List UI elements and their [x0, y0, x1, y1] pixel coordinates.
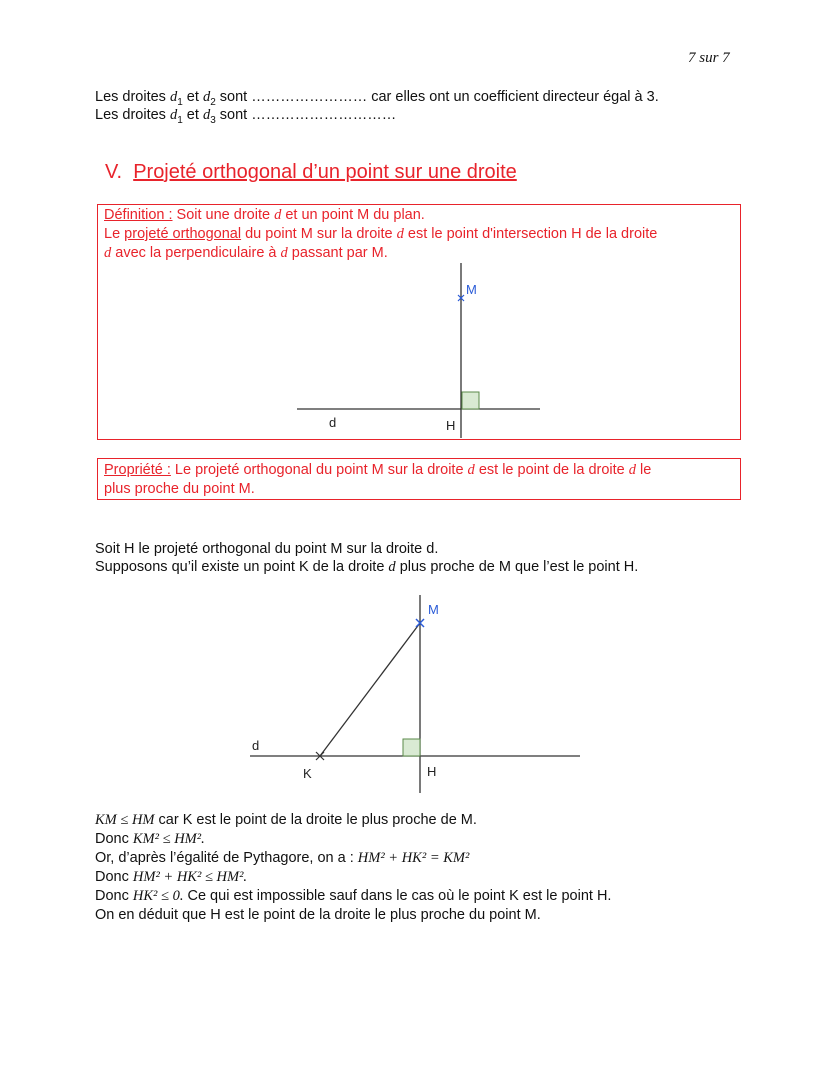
label-M: M: [428, 602, 439, 617]
definition-line-1: Définition : Soit une droite d et un point M du plan.: [104, 207, 425, 223]
proof-step-5: Donc HK² ≤ 0. Ce qui est impossible sauf dans le cas où le point K est le point H.: [95, 888, 612, 904]
label-K: K: [303, 766, 312, 781]
definition-line-2: Le projeté orthogonal du point M sur la droite d est le point d'intersection H de la droite: [104, 226, 658, 242]
property-line-1: Propriété : Le projeté orthogonal du point M sur la droite d est le point de la droite d le: [104, 462, 652, 478]
proof-step-4: Donc HM² + HK² ≤ HM².: [95, 869, 248, 885]
proof-line-2: Supposons qu’il existe un point K de la droite d plus proche de M que l’est le point H.: [95, 559, 639, 575]
label-H: H: [446, 418, 456, 433]
label-H: H: [427, 764, 437, 779]
right-angle-marker: [403, 739, 420, 756]
intro-line-1: Les droites $d_1$ et $d_2$ sont …………………… car elles ont un coefficient directeur égal à 3.: [95, 89, 659, 108]
proof-figure: [240, 590, 590, 795]
label-d: d: [252, 738, 260, 753]
section-title: [105, 161, 517, 184]
definition-figure: [98, 205, 740, 439]
proof-step-6: On en déduit que H est le point de la droite le plus proche du point M.: [95, 907, 541, 923]
definition-label: Définition :: [104, 207, 173, 223]
definition-term: projeté orthogonal: [124, 226, 242, 242]
segment-KM: [320, 623, 420, 756]
property-line-2: plus proche du point M.: [104, 481, 255, 497]
section-title-text: Projeté orthogonal d’un point sur une droite: [133, 161, 517, 183]
proof-step-1: KM ≤ HM car K est le point de la droite le plus proche de M.: [95, 812, 477, 828]
property-label: Propriété :: [104, 462, 171, 478]
definition-line-3: d avec la perpendiculaire à d passant par M.: [104, 245, 388, 261]
proof-step-3: Or, d’après l’égalité de Pythagore, on a : HM² + HK² = KM²: [95, 850, 470, 866]
label-M: M: [466, 282, 477, 297]
property-box: [97, 458, 741, 500]
intro-line-2: Les droites $d_1$ et $d_3$ sont …………………………: [95, 107, 397, 126]
section-number: V.: [105, 161, 123, 183]
page-number: 7 sur 7: [688, 50, 730, 66]
label-d: d: [329, 415, 337, 430]
definition-box: [97, 204, 741, 440]
right-angle-marker: [462, 392, 479, 409]
proof-line-1: Soit H le projeté orthogonal du point M sur la droite d.: [95, 541, 439, 557]
proof-step-2: Donc KM² ≤ HM².: [95, 831, 205, 847]
